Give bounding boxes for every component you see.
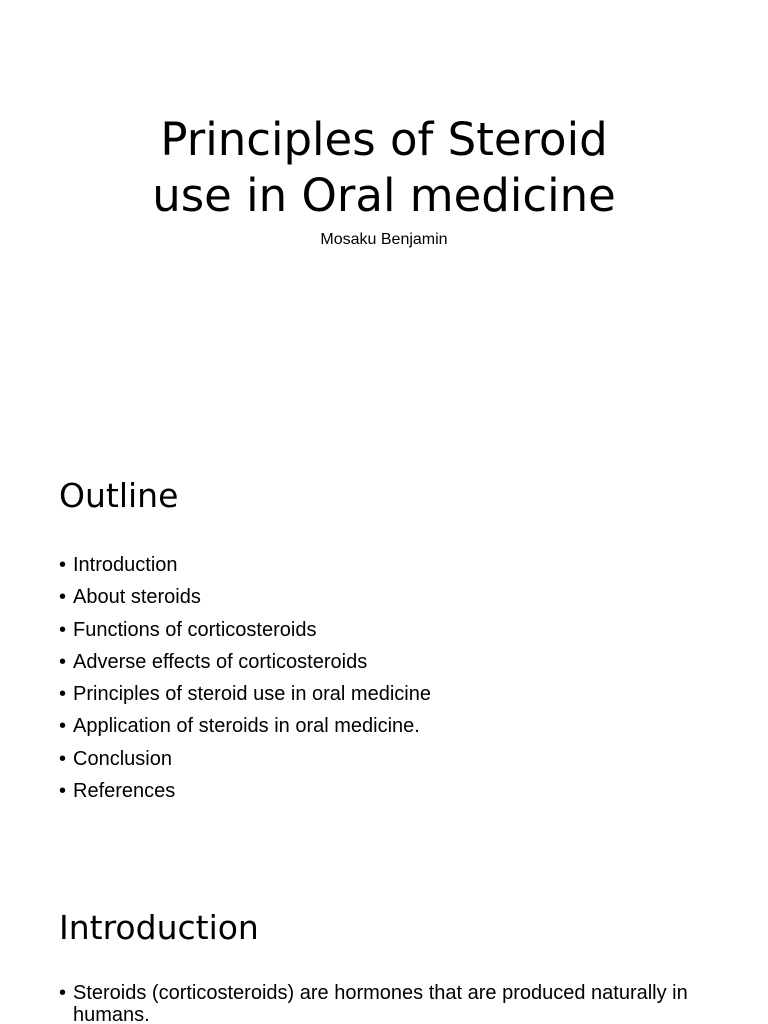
bullet-icon: • — [59, 650, 67, 673]
bullet-icon: • — [59, 747, 67, 770]
list-item-text: References — [73, 780, 176, 803]
list-item-text: Conclusion — [73, 747, 172, 770]
list-item — [59, 710, 719, 742]
presentation-title — [0, 112, 768, 224]
list-item — [59, 775, 719, 807]
introduction-list — [59, 982, 719, 1024]
author-name: Mosaku Benjamin — [320, 231, 448, 248]
list-item — [59, 982, 719, 1024]
list-item-text: Adverse effects of corticosteroids — [73, 650, 368, 673]
title-slide — [0, 0, 768, 432]
outline-list — [59, 549, 719, 807]
title-line-1: Principles of Steroid — [160, 113, 608, 166]
list-item-text: Application of steroids in oral medicine. — [73, 715, 420, 738]
bullet-icon: • — [59, 780, 67, 803]
list-item — [59, 614, 719, 646]
list-item-text: About steroids — [73, 586, 201, 609]
introduction-slide — [0, 864, 768, 1024]
bullet-icon: • — [59, 586, 67, 609]
title-line-2: use in Oral medicine — [152, 169, 616, 222]
list-item — [59, 678, 719, 710]
list-item — [59, 581, 719, 613]
list-item-text: Functions of corticosteroids — [73, 618, 317, 641]
list-item — [59, 549, 719, 581]
slide-heading: Introduction — [59, 908, 259, 947]
list-item-text: Steroids (corticosteroids) are hormones that are produced naturally in humans. — [73, 982, 688, 1024]
list-item-text: Principles of steroid use in oral medicine — [73, 683, 431, 706]
slide-heading: Outline — [59, 476, 179, 515]
bullet-icon: • — [59, 618, 67, 641]
bullet-icon: • — [59, 683, 67, 706]
list-item-text: Introduction — [73, 554, 178, 576]
list-item — [59, 646, 719, 678]
bullet-icon: • — [59, 715, 67, 738]
list-item — [59, 743, 719, 775]
bullet-icon: • — [59, 982, 67, 1004]
outline-slide — [0, 432, 768, 864]
bullet-icon: • — [59, 554, 67, 576]
